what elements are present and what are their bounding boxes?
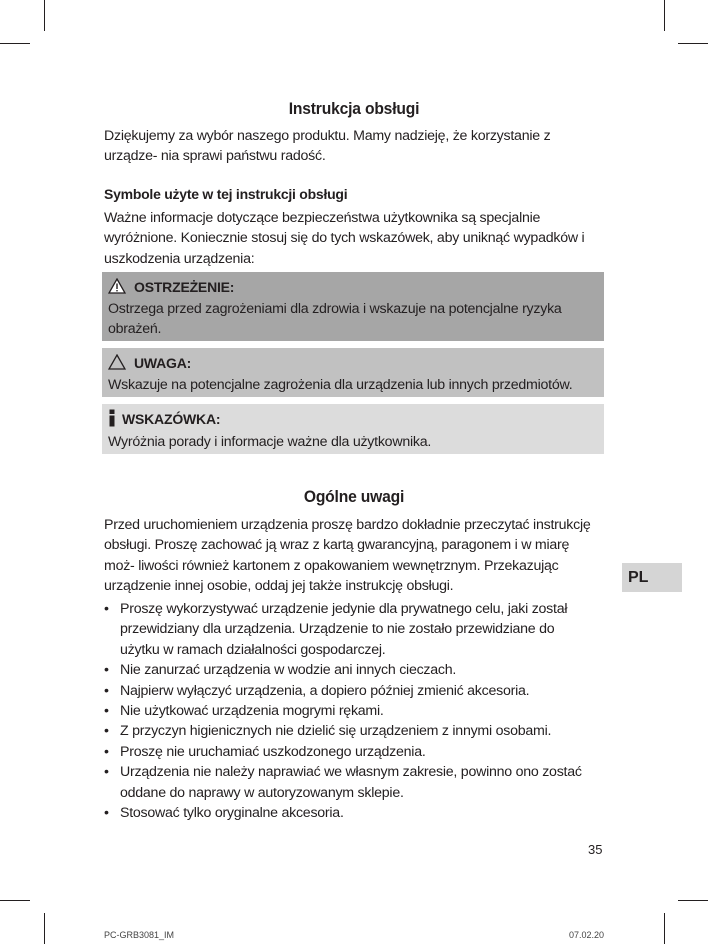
list-item: • Nie użytkować urządzenia mogrymi rękami. [104,701,594,721]
footer-code: PC-GRB3081_IM [104,930,175,940]
caution-triangle-icon [108,354,126,373]
hint-text: Wyróżnia porady i informacje ważne dla użytkownika. [108,434,432,450]
list-item: • Urządzenia nie należy naprawiać we własnym zakresie, powinno ono zostać oddane do naprawy w autoryzowanym sklepie. [104,762,594,803]
page-title: Instrukcja obsługi [288,99,420,118]
crop-mark [664,913,665,944]
symbols-heading: Symbole użyte w tej instrukcji obsługi [104,186,348,202]
crop-mark [664,0,665,31]
hint-label: WSKAZÓWKA: [122,411,221,427]
warning-text: Ostrzega przed zagrożeniami dla zdrowia i wskazuje na potencjalne ryzyka obrażeń. [108,301,562,338]
language-tab: PL [622,563,682,592]
info-icon [108,409,116,430]
footer-date: 07.02.20 [569,930,605,940]
general-text: Przed uruchomieniem urządzenia proszę bardzo dokładnie przeczytać instrukcję obsługi. Proszę zachować ją wraz z kartą gwarancyjną, paragonem i w miarę moż- liwości również kartonem z opakowaniem wewnętrznym. Przekazując urządzenie innej osobie, oddaj jej także instrukcję obsługi. [104,517,591,595]
list-item: • Nie zanurzać urządzenia w wodzie ani innych cieczach. [104,660,594,680]
list-item: • Proszę wykorzystywać urządzenie jedynie dla prywatnego celu, jaki został przewidziany dla urządzenia. Urządzenie to nie zostało przewidziane do użytku w ramach działalności gospodarczej. [104,599,594,660]
crop-mark [678,900,708,901]
caution-text: Wskazuje na potencjalne zagrożenia dla urządzenia lub innych przedmiotów. [108,377,573,393]
general-bullet-list [104,599,594,823]
caution-label: UWAGA: [134,355,192,371]
warning-box [102,272,604,341]
crop-mark [0,43,30,44]
crop-mark [44,0,45,31]
caution-box [102,348,604,397]
list-item: • Z przyczyn higienicznych nie dzielić się urządzeniem z innymi osobami. [104,721,594,741]
section-heading-general: Ogólne uwagi [303,487,405,506]
page-number: 35 [588,842,603,857]
warning-triangle-icon [108,278,126,297]
hint-box [102,404,604,454]
warning-label: OSTRZEŻENIE: [134,279,235,295]
list-item: • Stosować tylko oryginalne akcesoria. [104,803,594,823]
intro-text: Dziękujemy za wybór naszego produktu. Mamy nadzieję, że korzystanie z urządze- nia sprawi państwu radość. [104,128,551,165]
list-item: • Proszę nie uruchamiać uszkodzonego urządzenia. [104,742,594,762]
list-item: • Najpierw wyłączyć urządzenia, a dopiero później zmienić akcesoria. [104,681,594,701]
crop-mark [44,913,45,944]
crop-mark [678,43,708,44]
symbols-text: Ważne informacje dotyczące bezpieczeństwa użytkownika są specjalnie wyróżnione. Koniecznie stosuj się do tych wskazówek, aby uniknąć wypadków i uszkodzenia urządzenia: [104,210,585,267]
crop-mark [0,900,30,901]
